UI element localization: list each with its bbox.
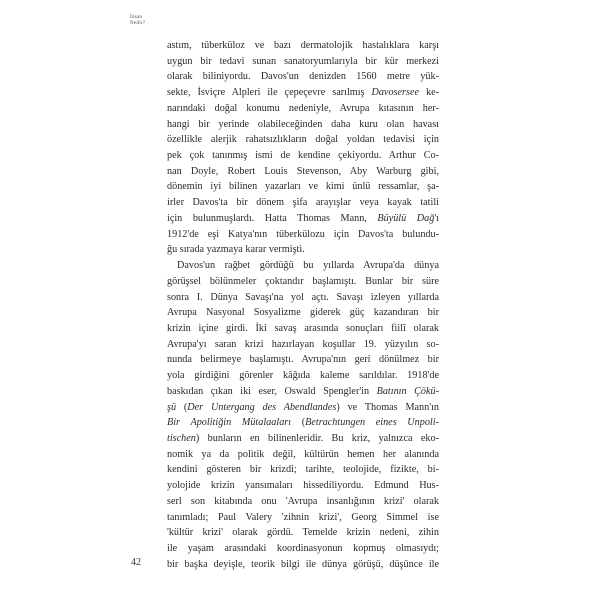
text-segment: dönemin iyi bilinen yazarları ve kimi ünlü ressamlar, şa- <box>167 181 439 193</box>
text-line <box>167 525 439 541</box>
text-line <box>167 148 439 164</box>
text-line <box>167 352 439 368</box>
text-segment: hangi bir yerinde olabileceğinden daha kuru olan havası <box>167 118 439 130</box>
running-head-line1: İnsan <box>130 15 143 20</box>
text-line <box>167 290 439 306</box>
italic-text: Batının Çökü- <box>376 385 439 397</box>
text-line <box>167 431 439 447</box>
text-segment: ke- <box>419 87 439 99</box>
text-segment: ( <box>291 417 306 429</box>
text-line <box>167 478 439 494</box>
text-segment: tanımladı; Paul Valery 'zihnin krizi', Georg Simmel ise <box>167 511 439 523</box>
text-segment: kendini gösteren bir krizdi; tarihte, teolojide, fizikte, bi- <box>167 464 439 476</box>
text-line <box>167 541 439 557</box>
text-segment: yola girdiğini görenler kâğıda kaleme sarıldılar. 1918'de <box>167 370 439 382</box>
text-line <box>167 384 439 400</box>
text-line <box>167 38 439 54</box>
text-line <box>167 415 439 431</box>
text-segment: olarak biliniyordu. Davos'un denizden 1560 metre yük- <box>167 71 439 83</box>
italic-text: Davosersee <box>371 87 419 99</box>
italic-text: Bir Apolitiğin Mütalaaları <box>167 417 292 429</box>
text-segment: pek çok tanınmış ismi de kendine çekiyordu. Arthur Co- <box>167 150 439 162</box>
text-line <box>167 368 439 384</box>
text-line <box>167 132 439 148</box>
text-line <box>167 211 439 227</box>
text-line <box>167 69 439 85</box>
text-segment: için bulunmuşlardı. Hatta Thomas Mann, <box>167 212 378 224</box>
italic-text: Büyülü Dağ <box>377 212 435 224</box>
running-head <box>130 15 145 27</box>
text-segment: ) bunların en bilinenleridir. Bu kriz, yalnızca eko- <box>195 432 439 444</box>
italic-text: şü <box>167 401 177 413</box>
text-segment: özellikle alerjik rahatsızlıkların doğal yoldan tedavisi için <box>167 134 439 146</box>
page-number: 42 <box>131 557 141 568</box>
text-segment: krizin içine girdi. İki savaş arasında sonuçları fiilî olarak <box>167 322 439 334</box>
running-head-line2: Nedir? <box>130 21 146 26</box>
text-line <box>167 164 439 180</box>
text-segment: astım, tüberküloz ve bazı dermatolojik hastalıklara karşı <box>167 40 439 51</box>
text-segment: Avrupa Nasyonal Sosyalizme giderek güç kazandıran bir <box>167 307 439 319</box>
text-line <box>167 494 439 510</box>
text-line <box>167 462 439 478</box>
body-text <box>167 38 439 572</box>
text-line <box>167 195 439 211</box>
text-segment: nomik ya da politik değil, kültürün hemen her alanında <box>167 448 439 460</box>
text-line <box>167 337 439 353</box>
text-segment: sekte, İsviçre Alpleri ile çepeçevre sarılmış <box>167 87 372 99</box>
text-segment: 'kültür krizi' olarak gördü. Temelde krizin nedeni, zihin <box>167 527 439 539</box>
text-segment: ( <box>176 401 188 413</box>
text-line <box>167 227 439 243</box>
text-segment: irler Davos'ta bir dönem şifa arayışlar veya kayak tatili <box>167 197 439 209</box>
text-segment: sonra I. Dünya Savaşı'na yol açtı. Savaşı izleyen yıllarda <box>167 291 439 303</box>
text-line <box>167 305 439 321</box>
text-segment: nan Doyle, Robert Louis Stevenson, Aby Warburg gibi, <box>167 165 439 177</box>
text-segment: Davos'un rağbet gördüğü bu yıllarda Avrupa'da dünya <box>177 260 439 272</box>
italic-text: Betrachtungen eines Unpoli- <box>305 417 439 429</box>
text-line <box>167 179 439 195</box>
text-segment: görüşsel bölünmeler çoktandır başlamıştı. Bunlar bir süre <box>167 275 439 287</box>
text-line <box>167 321 439 337</box>
text-line <box>167 274 439 290</box>
text-line <box>167 85 439 101</box>
text-segment: yolojide krizin yansımaları hissediliyordu. Edmund Hus- <box>167 480 439 492</box>
text-segment: ile yaşam arasındaki koordinasyonun kopmuş olmasıydı; <box>167 543 439 554</box>
text-line <box>167 117 439 133</box>
text-segment: Avrupa'yı saran krizi hazırlayan koşullar 19. yüzyılın so- <box>167 338 439 350</box>
text-segment: baskıdan çıkan iki eser, Oswald Spengler'in <box>167 385 377 397</box>
italic-text: Der Untergang des Abendlandes <box>187 401 337 413</box>
text-segment: bir başka deyişle, teorik bilgi ile dünya görüşü, düşünce ile <box>167 558 439 570</box>
text-line <box>167 400 439 416</box>
text-segment: nunda belirmeye başlamıştı. Avrupa'nın geri dönülmez bir <box>167 354 439 366</box>
text-segment: narındaki doğal konumu nedeniyle, Avrupa kıtasının her- <box>167 102 439 114</box>
text-segment: serl son kitabında onu 'Avrupa insanlığının krizi' olarak <box>167 495 439 507</box>
text-line <box>167 242 439 258</box>
text-line <box>167 510 439 526</box>
text-segment: 1912'de eşi Katya'nın tüberkülozu için Davos'ta bulundu- <box>167 228 439 240</box>
text-line <box>167 54 439 70</box>
text-line <box>167 258 439 274</box>
italic-text: tischen <box>167 432 196 444</box>
paragraph <box>167 38 439 258</box>
text-line <box>167 447 439 463</box>
text-segment: 'ı <box>434 212 439 224</box>
text-segment: ğu sırada yazmaya karar vermişti. <box>167 244 305 256</box>
text-line <box>167 101 439 117</box>
text-segment: uygun bir tedavi sunan sanatoryumlarıyla bir kür merkezi <box>167 55 439 67</box>
text-segment: ) ve Thomas Mann'ın <box>336 401 439 413</box>
paragraph <box>167 258 439 572</box>
text-line <box>167 557 439 573</box>
